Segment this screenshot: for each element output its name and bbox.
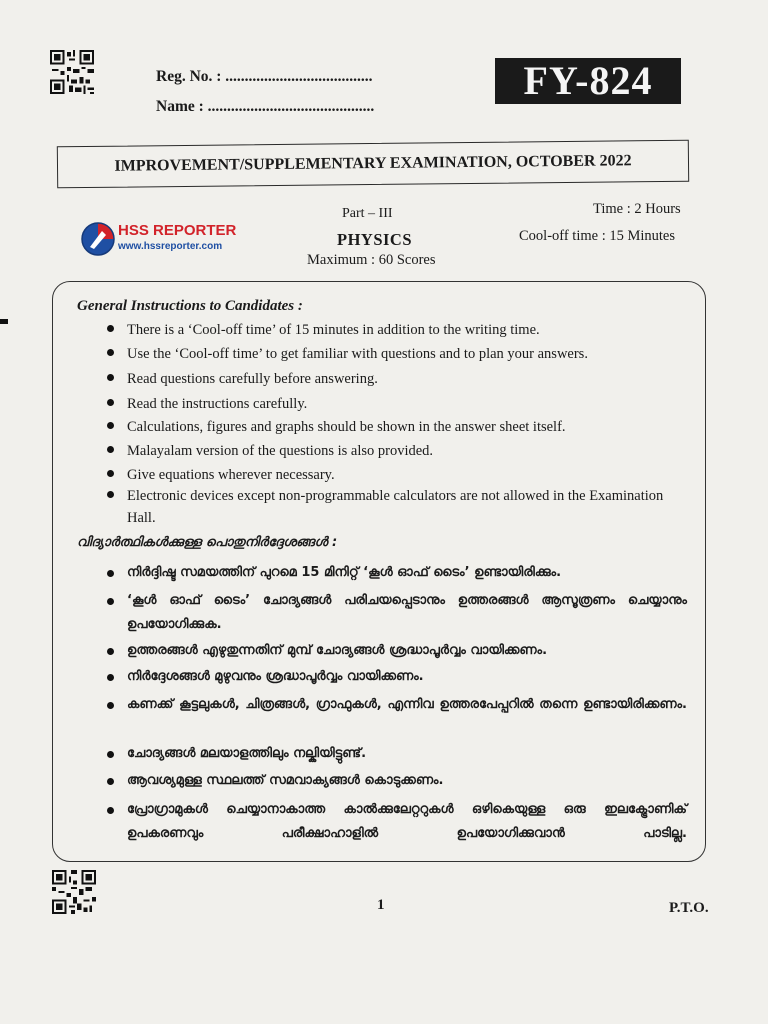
bullet-icon	[107, 470, 114, 477]
bullet-icon	[107, 648, 114, 655]
name-field: Name : ...........................................	[156, 98, 375, 115]
malayalam-instructions-heading: വിദ്യാർത്ഥികൾക്കുള്ള പൊതുനിർദ്ദേശങ്ങൾ :	[77, 535, 338, 550]
instructions-heading: General Instructions to Candidates :	[77, 298, 303, 314]
bullet-icon	[107, 325, 114, 332]
list-item: Read questions carefully before answering.	[127, 368, 667, 390]
list-item: ചോദ്യങ്ങൾ മലയാളത്തിലും നല്കിയിട്ടുണ്ട്.	[127, 742, 687, 766]
qr-code-icon	[50, 50, 94, 94]
bullet-icon	[107, 702, 114, 709]
bullet-icon	[107, 751, 114, 758]
list-item: Malayalam version of the questions is also provided.	[127, 440, 667, 462]
part-label: Part – III	[342, 206, 393, 221]
reg-no-field: Reg. No. : ......................................	[156, 68, 373, 85]
list-item: ‘കൂൾ ഓഫ് ടൈം’ ചോദ്യങ്ങൾ പരിചയപ്പെടാനും ഉത്തരങ്ങൾ ആസൂത്രണം ചെയ്യാനും ഉപയോഗിക്കുക.	[127, 589, 687, 637]
list-item: പ്രോഗ്രാമുകൾ ചെയ്യാനാകാത്ത കാൽക്കുലേറ്ററുകൾ ഒഴികെയുള്ള ഒരു ഇലക്ട്രോണിക് ഉപകരണവും പരീക്ഷാഹാളിൽ ഉപയോഗിക്കുവാൻ പാടില്ല.	[127, 798, 687, 846]
list-item: നിർദ്ദേശങ്ങൾ മുഴുവനും ശ്രദ്ധാപൂർവ്വം വായിക്കണം.	[127, 665, 687, 689]
cool-off-time: Cool-off time : 15 Minutes	[519, 228, 676, 244]
list-item: കണക്ക് കൂട്ടലുകൾ, ചിത്രങ്ങൾ, ഗ്രാഫുകൾ, എന്നിവ ഉത്തരപേപ്പറിൽ തന്നെ ഉണ്ടായിരിക്കണം.	[127, 693, 687, 717]
watermark-name: HSS REPORTER	[118, 222, 237, 239]
instructions-box	[52, 281, 706, 862]
bullet-icon	[107, 598, 114, 605]
bullet-icon	[107, 807, 114, 814]
hss-reporter-logo-icon	[80, 221, 116, 257]
list-item: Give equations wherever necessary.	[127, 464, 667, 486]
bullet-icon	[107, 778, 114, 785]
margin-mark	[0, 319, 8, 324]
list-item: Calculations, figures and graphs should be shown in the answer sheet itself.	[127, 416, 667, 438]
bullet-icon	[107, 570, 114, 577]
bullet-icon	[107, 674, 114, 681]
pto-label: P.T.O.	[669, 900, 709, 916]
list-item: നിർദ്ദിഷ്ട സമയത്തിന് പുറമെ 15 മിനിറ്റ് ‘കൂൾ ഓഫ് ടൈം’ ഉണ്ടായിരിക്കും.	[127, 561, 687, 585]
paper-code: FY-824	[495, 58, 681, 104]
list-item: Read the instructions carefully.	[127, 393, 667, 415]
subject-title: PHYSICS	[337, 230, 413, 249]
list-item: ആവശ്യമുള്ള സ്ഥലത്ത് സമവാക്യങ്ങൾ കൊടുക്കണം.	[127, 769, 687, 793]
hss-reporter-watermark	[80, 219, 250, 263]
bullet-icon	[107, 422, 114, 429]
list-item: Use the ‘Cool-off time’ to get familiar with questions and to plan your answers.	[127, 343, 667, 365]
list-item: Electronic devices except non-programmable calculators are not allowed in the Examination Hall.	[127, 485, 667, 529]
list-item: ഉത്തരങ്ങൾ എഴുതുന്നതിന് മുമ്പ് ചോദ്യങ്ങൾ ശ്രദ്ധാപൂർവ്വം വായിക്കണം.	[127, 639, 687, 663]
list-item: There is a ‘Cool-off time’ of 15 minutes in addition to the writing time.	[127, 319, 667, 341]
exam-title: IMPROVEMENT/SUPPLEMENTARY EXAMINATION, OCTOBER 2022	[57, 140, 689, 189]
bullet-icon	[107, 446, 114, 453]
qr-code-icon	[52, 870, 96, 914]
bullet-icon	[107, 349, 114, 356]
maximum-score: Maximum : 60 Scores	[307, 252, 436, 268]
bullet-icon	[107, 374, 114, 381]
watermark-url: www.hssreporter.com	[118, 241, 223, 252]
bullet-icon	[107, 491, 114, 498]
page-number: 1	[377, 897, 385, 913]
time-allowed: Time : 2 Hours	[593, 201, 681, 217]
bullet-icon	[107, 399, 114, 406]
